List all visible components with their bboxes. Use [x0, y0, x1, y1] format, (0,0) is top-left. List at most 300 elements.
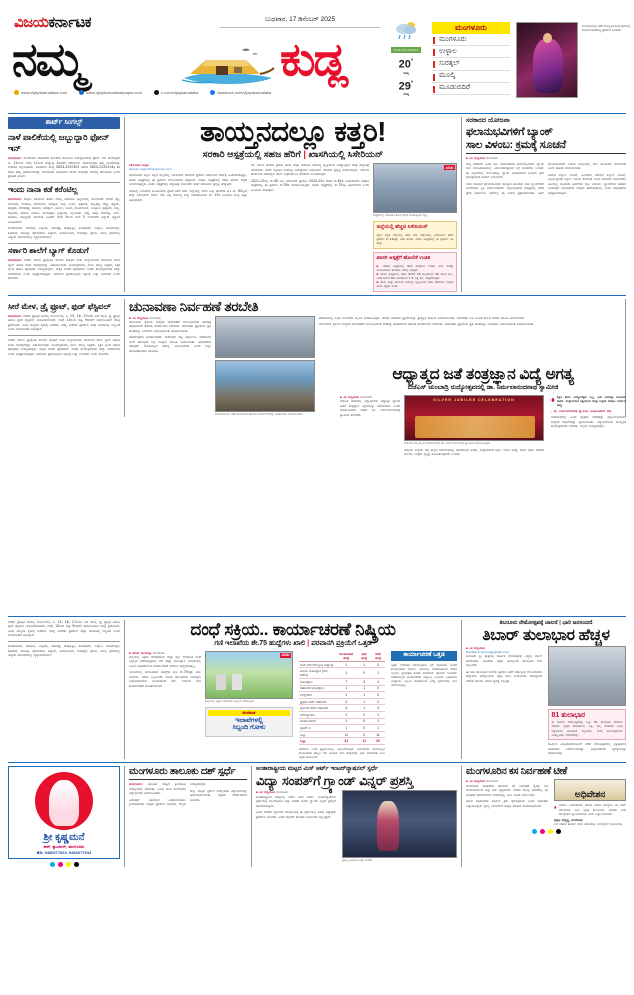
cell: 4: [335, 705, 357, 712]
spiritual-body-1: ಆಧುನಿಕ ಯುಗದಲ್ಲಿ ವಿದ್ಯಾರ್ಥಿಗಳು ಆಧ್ಯಾತ್ಮಿಕ ಜ್ಞಾನದ ಜತೆಗೆ ತಂತ್ರಜ್ಞಾನ ಶಿಕ್ಷಣವನ್ನೂ ಪಡೆಯಬೇಕು ಎಂದು ಆದಿಚುಂಚನಗಿರಿ ಮಠದ ಡಾ. ನಿರ್ಮಲಾನಂದನಾಥ ಸ್ವಾಮೀಜಿ ಹೇಳಿದರು.: [340, 399, 400, 417]
cell: 4: [371, 679, 385, 686]
spiritual-media: [404, 395, 544, 457]
pageant-photo-caption: ಪ್ರಶಸ್ತಿ ಸ್ವೀಕರಿಸಿದ ವಿದ್ಯಾ ಸಂಪತ್.: [342, 858, 374, 863]
body-copy: ನಗರದ ಸರ್ಕಾರಿ ಪ್ರಾಥಮಿಕ ಶಾಲೆಯ ಮಕ್ಕಳಿಗೆ ಸಂಘ ಸಂಸ್ಥೆಯೊಂದರ ವತಿಯಿಂದ ಶಾಲಾ ಬ್ಯಾಗ್ ಹಾಗೂ ಕಲಿಕಾ ಸಾಮಗ್ರಿಗಳನ್ನು ವಿತರಿಸಲಾಯಿತು. ಕಾರ್ಯಕ್ರಮದಲ್ಲಿ ಶಾಲಾ ಮುಖ್ಯ ಶಿಕ್ಷಕರು, ಶಿಕ್ಷಕ ವೃಂದ ಹಾಗೂ ಪೋಷಕರು ಉಪಸ್ಥಿತರಿದ್ದರು. ಮಕ್ಕಳ ಕಲಿಕೆಗೆ ಪೂರಕವಾದ ಇಂತಹ ಕಾರ್ಯಕ್ರಮಗಳು ಹೆಚ್ಚು ನಡೆಯಬೇಕು ಎಂದು ಅಭಿಪ್ರಾಯಪಟ್ಟರು. ಸಮಾಜದ ಪ್ರತಿಯೊಬ್ಬರೂ ಶಿಕ್ಷಣಕ್ಕೆ ಒತ್ತು ನೀಡಬೇಕು ಎಂದು ಹೇಳಿದರು.: [8, 258, 121, 281]
column-divider: [251, 766, 252, 867]
bullet-icon: ▪: [466, 155, 469, 160]
houseboat-icon: [180, 44, 276, 88]
cell: 0: [371, 685, 385, 692]
bullet-icon: ▪: [466, 645, 469, 650]
cell: 0: [357, 725, 371, 732]
cell: 0: [371, 661, 385, 668]
sports-story: [129, 766, 247, 867]
table-row: [299, 692, 385, 699]
cmyk-black: [74, 862, 79, 867]
row-label: ಸಹಾಯಕ ಭೂವಿಜ್ಞಾನಿ: [299, 685, 335, 692]
waste-text: [466, 779, 548, 825]
ai-badge: AI/AI: [445, 165, 454, 170]
table-header-row: [299, 651, 385, 662]
table-body: [299, 661, 385, 744]
cell: 1: [357, 705, 371, 712]
sports-body-3: ಜಿಲ್ಲಾ ಮಟ್ಟದ ಸ್ಪರ್ಧೆಗೆ ಆಯ್ಕೆಯಾದ ವಿದ್ಯಾರ್ಥಿಗಳನ್ನು ಅಭಿನಂದಿಸಲಾಯಿತು. ಶಿಕ್ಷಕರು ಮಾರ್ಗದರ್ಶನ ನೀಡಿದರು.: [190, 788, 247, 802]
column-divider: [461, 620, 462, 759]
right-story-body-1: ರಾಜ್ಯ ಸರಕಾರದ ವಿವಿಧ ಸಾಲ ಯೋಜನೆಗಳಡಿ ಫಲಾನುಭವಿಗಳಿಗೆ ಬ್ಯಾಂಕ್ ಸಾಲ ಮಂಜೂರಾತಿಯಲ್ಲಿ ವಿಳಂಬವಾಗುತ್ತಿರುವ ಬಗ್ಗೆ ದೂರುಗಳು ಬಂದಿವೆ. ಈ ಹಿನ್ನೆಲೆಯಲ್ಲಿ ಸಂಬಂಧಪಟ್ಟ ಬ್ಯಾಂಕ್ ಅಧಿಕಾರಿಗಳಿಗೆ ಕೂಡಲೇ ಕ್ರಮ ಕೈಗೊಳ್ಳುವಂತೆ ಸೂಚನೆ ನೀಡಲಾಗಿದೆ.: [466, 161, 544, 180]
mining-headline[interactable]: ದಂಧೆ ಸಕ್ರಿಯ.. ಕಾರ್ಯಾಚರಣೆ ನಿಷ್ಕ್ರಿಯ: [190, 619, 396, 639]
cell: 0: [371, 692, 385, 699]
session-box-tail: ಬಗ್ಗೆ ಸರಕಾರ ಕೂಡಲೇ ಗಮನ ಹರಿಸಬೇಕು. ಸಮಸ್ಯೆಗಳಿಗೆ ಸ್ಪಂದಿಸಬೇಕು.: [554, 821, 623, 826]
sidebar-story-4-title: ಸೀರೆ ಮೇಳ, ಡ್ರೈ ಫ್ರೂಟ್, ಫುಡ್ ಫೆಸ್ಟಿವಲ್: [8, 301, 111, 311]
dateline-place: ಮಂಗಳೂರು: [486, 779, 498, 784]
mining-subheadline: [129, 640, 457, 648]
right-column-story: [466, 117, 626, 292]
infobox-title: [208, 717, 290, 732]
temple-headline[interactable]: ತಿಬಾರ್ ತುಲಾಭಾರ ಹೆಚ್ಚಳ: [482, 626, 610, 644]
right-story-body-2: ನಾನಾ ಯೋಜನೆ ಫಲಾನುಭವಿಗಳು ಸಾಲಕ್ಕಾಗಿ ಹಲವಾರು ಬಾರಿ ಬ್ಯಾಂಕ್‌ಗಳಿಗೆ ಅಲೆದಾಡುವ ಸ್ಥಿತಿ ನಿರ್ಮಾಣವಾಗಿದೆ. ಜಿಲ್ಲಾಧಿಕಾರಿಗಳ ನೇತೃತ್ವದಲ್ಲಿ ನಡೆದ ಪ್ರಗತಿ ಪರಿಶೀಲನಾ ಸಭೆಯಲ್ಲಿ ಈ ವಿಚಾರ ಪ್ರಸ್ತಾಪವಾಯಿತು. ಅರ್ಹ ಫಲಾನುಭವಿಗಳಿಗೆ ನಿಗದಿತ ಅವಧಿಯಲ್ಲಿ ಸಾಲ ಮಂಜೂರು ಮಾಡಬೇಕು ಎಂದು ತಾಕೀತು ಮಾಡಲಾಯಿತು.: [466, 161, 626, 195]
session-box: [552, 779, 626, 825]
dateline: ಮಂಗಳೂರು:: [8, 258, 22, 263]
right-story-kicker: ಸರಕಾರದ ಯೋಜನಾ: [466, 117, 510, 124]
table-row: [299, 705, 385, 712]
table-row: [299, 661, 385, 668]
right-story-headline-line2: ಸಾಲ ವಿಳಂಬ: ಕ್ರಮಕ್ಕೆ ಸೂಚನೆ: [466, 138, 566, 151]
column-divider: [461, 117, 462, 292]
cell: 1: [335, 718, 357, 725]
cell: 3: [371, 705, 385, 712]
body-copy: ತಾಲೂಕು ಮಟ್ಟದ ಕ್ರೀಡಾಕೂಟ ಯಶಸ್ವಿಯಾಗಿ ನಡೆಯಿತು. ವಿವಿಧ ಶಾಲಾ ಕಾಲೇಜುಗಳ ವಿದ್ಯಾರ್ಥಿಗಳು ಭಾಗವಹಿಸಿದರು.: [129, 782, 186, 795]
cell: 11: [335, 731, 357, 738]
right-story-body-3: ಸಮಾಜ ಕಲ್ಯಾಣ ಇಲಾಖೆ, ಹಿಂದುಳಿದ ವರ್ಗಗಳ ಕಲ್ಯಾಣ ಇಲಾಖೆ, ಅಲ್ಪಸಂಖ್ಯಾತರ ಕಲ್ಯಾಣ ಇಲಾಖೆ ಸೇರಿದಂತೆ ವಿವಿಧ ನಿಗಮಗಳ ಯೋಜನೆಗಳ ಅಡಿಯಲ್ಲಿ ಸಾವಿರಾರು ಅರ್ಜಿಗಳು ಬಾಕಿ ಉಳಿದಿವೆ. ಬ್ಯಾಂಕ್‌ಗಳು ಸಹಕಾರ ನೀಡದಿದ್ದರೆ ಯೋಜನೆಗಳ ಉದ್ದೇಶ ಈಡೇರುವುದಿಲ್ಲ ಎಂದು ಅಧಿಕಾರಿಗಳು ಅಭಿಪ್ರಾಯಪಟ್ಟರು.: [548, 172, 626, 195]
total-cell: 11: [357, 738, 371, 745]
total-cell: 20: [371, 738, 385, 745]
row-label: ಗ್ರೂಪ್ ಡಿ: [299, 725, 335, 732]
lead-headline[interactable]: ತಾಯ್ತನದಲ್ಲೂ ಕತ್ತರಿ!: [200, 116, 386, 147]
dateline-place: ಮಂಗಳೂರು: [276, 790, 288, 795]
edition-title-namma: ನಮ್ಮ: [12, 33, 84, 85]
globe-icon: [14, 90, 19, 95]
lead-info-box-2-item-1: [377, 264, 454, 272]
mid-left-text: [129, 316, 211, 417]
weather-low-label: ಕನಿಷ್ಠ: [403, 70, 409, 75]
krishna-mane-ad[interactable]: [8, 766, 120, 859]
cell: 1: [371, 725, 385, 732]
spiritual-subheadline: ಬಿಜೆಎಸ್ ಚುಂಬಾದ್ರಿ ರುದ್ಯೋತ್ಸವದಲ್ಲಿ ಡಾ. ನಿರ್ಮಲಾನಂದನಾಥ ಸ್ವಾಮೀಜಿ: [407, 384, 559, 391]
operation-pressure-box: [389, 651, 457, 759]
body-copy: ನಗರದ ಪ್ರತಿಷ್ಠಿತ ವಾಣಿಜ್ಯ ಸಂಕೀರ್ಣದಲ್ಲಿ ಡಿ. 15, 16, 17ರಂದು ಸೀರೆ ಮೇಳ, ಡ್ರೈ ಫ್ರೂಟ್ಸ್ ಹಾಗೂ ಫುಡ್ ಫೆಸ್ಟಿವಲ್ ಆಯೋಜಿಸಲಾಗಿದೆ. ಬೆಳಗ್ಗೆ 10ರಿಂದ ರಾತ್ರಿ 9ರವರೆಗೆ ಸಾರ್ವಜನಿಕರಿಗೆ ಮುಕ್ತ ಪ್ರವೇಶವಿದೆ. ವಿವಿಧ ರಾಜ್ಯಗಳ ಕೈಮಗ್ಗ ಸೀರೆಗಳು, ರೇಷ್ಮೆ ಸೀರೆಗಳು ಪ್ರದರ್ಶನ ಮತ್ತು ಮಾರಾಟಕ್ಕೆ ಲಭ್ಯವಿದೆ ಎಂದು ಆಯೋಜಕರು ತಿಳಿಸಿದ್ದಾರೆ.: [8, 313, 120, 332]
cell: 1: [371, 718, 385, 725]
lead-text-block-2: [251, 163, 369, 292]
dateline: ಮಂಗಳೂರು:: [8, 313, 22, 318]
cell: 1: [357, 661, 371, 668]
mid-story-spiritual: [340, 366, 626, 457]
lead-subheadline-a: ಸರಕಾರಿ ಆಸ್ಪತ್ರೆಯಲ್ಲಿ ಸಹಜ ಹೆರಿಗೆ: [202, 149, 301, 159]
lead-body-1: ಮಂಗಳೂರು: ದಕ್ಷಿಣ ಕನ್ನಡ ಜಿಲ್ಲೆಯಲ್ಲಿ ಸಿಸೇರಿಯನ್ ಹೆರಿಗೆಗಳ ಪ್ರಮಾಣ ವರ್ಷದಿಂದ ವರ್ಷಕ್ಕೆ ಏರಿಕೆಯಾಗುತ್ತಿದ್ದು, ಖಾಸಗಿ ಆಸ್ಪತ್ರೆಗಳಲ್ಲಿ ಈ ಪ್ರಮಾಣ ಗಣನೀಯವಾಗಿ ಹೆಚ್ಚಾಗಿದೆ. ಸರಕಾರಿ ಆಸ್ಪತ್ರೆಗಳಲ್ಲಿ ಸಹಜ ಹೆರಿಗೆಗೆ ಆದ್ಯತೆ ನೀಡಲಾಗುತ್ತಿದ್ದರೆ, ಖಾಸಗಿ ಆಸ್ಪತ್ರೆಗಳಲ್ಲಿ ಶಸ್ತ್ರಚಿಕಿತ್ಸೆ ಮೂಲಕವೇ ಹೆರಿಗೆ ಮಾಡಿಸುವ ಪ್ರವೃತ್ತಿ ಹೆಚ್ಚುತ್ತಿದೆ.: [129, 173, 247, 187]
cloud-rain-icon: [393, 20, 419, 40]
temple-story: [466, 620, 626, 759]
ad-title: ಶ್ರೀ ಕೃಷ್ಣಮನೆ: [43, 832, 85, 844]
social-link-label: www.vijayakarnataka.com: [21, 90, 68, 95]
masthead: [8, 6, 631, 114]
body-copy: ಮಂಗಳೂರು ಮಹಾನಗರ ಪಾಲಿಕೆಯ ವತಿಯಿಂದ ಜವಾಬ್ದಾರಿಯುತ ಫೋನ್ ಇನ್ ಕಾರ್ಯಕ್ರಮ ಡಿ. 11ರಂದು ಬೆಳಗ್ಗೆ 11ರಿಂದ ಮಧ್ಯಾಹ್ನ 1ರವರೆಗೆ ನಡೆಯಲಿದೆ. ಸಾರ್ವಜನಿಕರು ತಮ್ಮ ದೂರುಗಳನ್ನು ನೇರವಾಗಿ ಸಲ್ಲಿಸಬಹುದು. ದೂರವಾಣಿ ಸಂಖ್ಯೆ 0824-2220301 ಹಾಗೂ 0824-2220314ಕ್ಕೆ ಕರೆ ಮಾಡಿ ತಮ್ಮ ಅಹವಾಲುಗಳನ್ನು ಮಂಗಳೂರು ಮಹಾನಗರ ಪಾಲಿಕೆ ಆಯುಕ್ತರ ಗಮನಕ್ಕೆ ತರಬಹುದು ಎಂದು ಪ್ರಕಟಣೆ ತಿಳಿಸಿದೆ.: [8, 156, 120, 178]
temple-media: [546, 646, 626, 756]
mid-left-body-2: ಮತಯಂತ್ರಗಳ ಕಾರ್ಯಾಚರಣೆ, ಮತದಾರರ ಪಟ್ಟಿ ಪರಿಶೀಲನೆ, ಮತದಾನದ ದಿನದ ಕರ್ತವ್ಯಗಳ ಬಗ್ಗೆ ಸವಿಸ್ತಾರ ಮಾಹಿತಿ ನೀಡಲಾಯಿತು. ಅಧಿಕಾರಿಗಳು ಯಾವುದೇ ಲೋಪವಿಲ್ಲದೆ ಕರ್ತವ್ಯ ನಿರ್ವಹಿಸಬೇಕು ಎಂದು ಜಿಲ್ಲಾ ಚುನಾವಣಾಧಿಕಾರಿ ತಿಳಿಸಿದರು.: [129, 335, 211, 353]
row-label: ಉಪ ನಿರ್ದೇಶಕ (ಭೂ ವಿಜ್ಞಾನ): [300, 662, 334, 667]
temple-festival-photo: [548, 646, 626, 706]
author-name: ವೃಷಭ ಮಧ್ಯಸ್ಥ,: [554, 817, 570, 822]
item-text: ತಾಯಿ ಮತ್ತು ಮಗುವಿನ ಆರೋಗ್ಯ ದೃಷ್ಟಿಯಿಂದ ಸಹಜ ಹೆರಿಗೆಯೇ ಉತ್ತಮ ಎಂದು ವೈದ್ಯರ ಸಲಹೆ.: [376, 279, 454, 289]
row-label: ಭೂವಿಜ್ಞಾನಿ: [299, 679, 335, 686]
column-divider: [124, 117, 125, 292]
lead-byline: stevan.rego: [129, 163, 150, 167]
bullet-icon: ▪: [340, 395, 343, 399]
dateline: ಮಂಗಳೂರು:: [8, 197, 22, 202]
city-item-mangaluru[interactable]: ಮಂಗಳೂರು: [432, 34, 510, 46]
cmyk-magenta: [540, 829, 545, 834]
infobox-badge: ಅಂಕಿಅಂಶ: [208, 710, 290, 716]
body-copy: ಮೆಸ್ಕಾಂ ವತಿಯಿಂದ ತುರ್ತು ದುರಸ್ತಿ ಕಾಮಗಾರಿ ಹಿನ್ನೆಲೆಯಲ್ಲಿ ಮಂಗಳೂರು ನಗರದ ಕದ್ರಿ, ಬೆಂದೂರು, ಕಂಕನಾಡಿ, ಪಂಪ್‌ವೆಲ್, ಕೊಟ್ಟಾರ, ಬಿಜೈ, ಉರ್ವ, ಅತ್ತಾವರ, ಮಲ್ಲಿಕಟ್ಟೆ, ಜೆಪ್ಪು, ಫಳ್ನೀರ್, ಕಾವೂರು, ದೇರಳಕಟ್ಟೆ, ಕುಳಾಯಿ, ಸುರತ್ಕಲ್, ಕಟೀಲು, ಬಜಪೆ, ಮೂಡುಬಿದಿರೆ, ಬಂಟ್ವಾಳ, ಪುತ್ತೂರು, ಸುಳ್ಯ, ಬೆಳ್ತಂಗಡಿ, ಕಾರ್ಕಳ, ಉಡುಪಿ, ಕುಂದಾಪುರ, ಬ್ರಹ್ಮಾವರ, ಬೈಂದೂರು, ಹೆಬ್ರಿ, ಕಾಪು, ಪಡುಬಿದ್ರಿ, ಶಿರ್ವ, ಕಟಪಾಡಿ, ಸಾಲಿಗ್ರಾಮ ಸೇರಿದಂತೆ ವಿವಿಧೆಡೆ ಬೆಳಗ್ಗೆ 9ರಿಂದ ಸಂಜೆ 5 ಗಂಟೆವರೆಗೆ ವಿದ್ಯುತ್ ವ್ಯತ್ಯಯ ಉಂಟಾಗಲಿದೆ.: [8, 197, 121, 224]
pageant-body-2: ವಿವಿಧ ದೇಶಗಳ ಸ್ಪರ್ಧಿಗಳು ಪಾಲ್ಗೊಂಡಿದ್ದ ಈ ಸ್ಪರ್ಧೆಯಲ್ಲಿ ಅವರು ಅತ್ಯುತ್ತಮ ಪ್ರದರ್ಶನ ನೀಡಿದರು. ಅವರ ಸಾಧನೆಗೆ ಹಲವರು ಅಭಿನಂದನೆ ಸಲ್ಲಿಸಿದ್ದಾರೆ.: [256, 810, 336, 819]
cell: 1: [371, 711, 385, 718]
social-link-epaper[interactable]: [79, 90, 142, 95]
right-story-headline-line1: ಫಲಾನುಭವಿಗಳಿಗೆ ಬ್ಯಾಂಕ್: [466, 126, 553, 138]
sidebar-story-4-body: [8, 314, 120, 332]
session-box-body: ಬೆಳಗಾವಿ ಅಧಿವೇಶನದಲ್ಲಿ ಕರಾವಳಿ ಭಾಗದ ಸಮಸ್ಯೆಗಳ ಬಗ್ಗೆ ಚರ್ಚೆ ನಡೆಯಬೇಕು ಎಂಬ ಆಗ್ರಹ ಕೇಳಿಬಂದಿದೆ. ಶಾಸಕರು ಜನರ ಸಮಸ್ಯೆಗಳಿಗೆ ಧ್ವನಿಯಾಗಬೇಕು ಎಂದು ಒತ್ತಾಯಿಸಲಾಗಿದೆ.: [558, 803, 626, 816]
mid-left-media: [215, 316, 315, 417]
dateline: ವಿಕ ಸುದ್ದಿಲೋಕ: [469, 155, 485, 160]
bottom-ad-column: [8, 766, 120, 867]
dateline: ಮಂಗಳೂರು:: [8, 156, 22, 160]
cell: 1: [335, 685, 357, 692]
cell: 1: [357, 698, 371, 705]
dateline-place: ಮಂಗಳೂರು: [152, 650, 165, 655]
degree-symbol: °: [410, 59, 414, 65]
cmyk-yellow: [66, 862, 71, 867]
twitter-icon: [154, 90, 159, 95]
cell: 1: [335, 725, 357, 732]
mid-left-body-4: ಮುಂಬರುವ ಸ್ಥಳೀಯ ಸಂಸ್ಥೆಗಳ ಚುನಾವಣೆಗೆ ಸಂಬಂಧಿಸಿದಂತೆ ಮತಗಟ್ಟೆ ಅಧಿಕಾರಿಗಳಿಗೆ ತರಬೇತಿ ಕಾರ್ಯಾಗಾರ ನಡೆಯಿತು. ಚುನಾವಣಾ ಪ್ರಕ್ರಿಯೆಯ ಪ್ರತಿ ಹಂತವನ್ನೂ ನಿಖರವಾಗಿ ನಿರ್ವಹಿಸುವಂತೆ ಸೂಚಿಸಲಾಯಿತು.: [319, 322, 535, 327]
temple-infobox-header: 81 ತುಲಾಭಾರ: [551, 712, 586, 720]
spiritual-body-3: ಸಮಾರಂಭದಲ್ಲಿ ವಿವಿಧ ಕ್ಷೇತ್ರಗಳ ಸಾಧಕರನ್ನು ಸನ್ಮಾನಿಸಲಾಯಿತು. ಸಂಸ್ಥೆಯ ಸಾಧನೆಗಳನ್ನು ಸ್ಮರಿಸಲಾಯಿತು. ವಿದ್ಯಾರ್ಥಿಗಳಿಂದ ಸಾಂಸ್ಕೃತಿಕ ಕಾರ್ಯಕ್ರಮಗಳು ನಡೆದವು. ಗಣ್ಯರು ಉಪಸ್ಥಿತರಿದ್ದರು.: [551, 415, 626, 429]
spiritual-text-1: [340, 395, 400, 457]
separator: |: [303, 149, 306, 159]
table-row: [299, 718, 385, 725]
column-divider: [124, 766, 125, 867]
operation-box-header: ಕಾರ್ಯಾಚರಣೆ ಒತ್ತಡ: [391, 651, 457, 661]
lead-body-2: ಆರೋಗ್ಯ ಇಲಾಖೆಯ ಅಂಕಿಅಂಶಗಳ ಪ್ರಕಾರ ಕಳೆದ ವರ್ಷ ಜಿಲ್ಲೆಯಲ್ಲಿ ನಡೆದ ಒಟ್ಟು ಹೆರಿಗೆಗಳ ಪೈಕಿ ಶೇ. 60ಕ್ಕಿಂತ ಹೆಚ್ಚು ಸಿಸೇರಿಯನ್ ಆಗಿವೆ. ಇದು ವಿಶ್ವ ಆರೋಗ್ಯ ಸಂಸ್ಥೆ ನಿಗದಿಪಡಿಸಿರುವ ಶೇ. 15ರ ಮಿತಿಗಿಂತ ನಾಲ್ಕು ಪಟ್ಟು ಅಧಿಕವಾಗಿದೆ.: [129, 188, 247, 202]
weather-high-value: 29: [398, 80, 411, 93]
stage-banner-text: SILVER JUBILEE CELEBRATION: [433, 398, 515, 402]
divider: [129, 779, 247, 780]
lead-byline-mail: stevan.rego.timesgroup.com: [129, 167, 172, 172]
table-row: [299, 725, 385, 732]
bullet-icon: ▪: [256, 790, 259, 795]
lead-media-block: [373, 163, 457, 292]
weather-low-temp: [386, 57, 426, 71]
row-label: ದ್ವಿತೀಯ ದರ್ಜೆ ಸಹಾಯಕ: [299, 705, 335, 712]
temple-infobox-body: ಈ ಬಾರಿಯ ನೇಮೋತ್ಸವದಲ್ಲಿ ಒಟ್ಟು 81 ತುಲಾಭಾರ ಸೇವೆಗಳು ನಡೆದಿವೆ. ಭಕ್ತರು ತೆಂಗಿನಕಾಯಿ, ಅಕ್ಕಿ, ಬೆಲ್ಲ ಸೇರಿದಂತೆ ವಿವಿಧ ವಸ್ತುಗಳಿಂದ ತುಲಾಭಾರ ಸಲ್ಲಿಸಿದರು. ಸೇವಾ ಕಾರ್ಯಕ್ರಮಗಳು ಯಶಸ್ವಿಯಾಗಿ ನೆರವೇರಿದವು.: [551, 720, 623, 737]
pageant-story: [256, 766, 457, 867]
weather-high-temp: [386, 79, 426, 93]
total-cell: 31: [335, 738, 357, 745]
city-item-moodabidri[interactable]: ಮೂಡುಬಿದಿರೆ: [432, 83, 510, 95]
mid-left-photo-caption: ಮಂಗಳೂರಿನಲ್ಲಿ ನಡೆದ ಚುನಾವಣಾ ತರಬೇತಿ ಕಾರ್ಯಾಗಾರದಲ್ಲಿ ಅಧಿಕಾರಿಗಳು ಭಾಗವಹಿಸಿದರು.: [215, 411, 304, 416]
lead-body-4: 2021-22ರಲ್ಲಿ ಶೇ.48 ಇದ್ದ ಸಿಸೇರಿಯನ್ ಪ್ರಮಾಣ 2024-25ರ ವೇಳೆಗೆ ಶೇ.62ಕ್ಕೆ ಏರಿಕೆಯಾಗಿದೆ. ಸರಕಾರಿ ಆಸ್ಪತ್ರೆಗಳಲ್ಲಿ ಈ ಪ್ರಮಾಣ ಶೇ.30ರ ಆಸುಪಾಸಿನಲ್ಲಿದ್ದರೆ, ಖಾಸಗಿ ಆಸ್ಪತ್ರೆಗಳಲ್ಲಿ ಶೇ.75ಕ್ಕೂ ಅಧಿಕವಾಗಿದೆ ಎಂದು ಅಂಕಿಅಂಶ ಹೇಳುತ್ತದೆ.: [251, 178, 369, 192]
temple-body-2: ಈ ಬಾರಿ ತುಲಾಭಾರ ಸೇವೆಯ ಪ್ರಮಾಣ ಕಳೆದ ವರ್ಷಕ್ಕಿಂತ ಗಣನೀಯವಾಗಿ ಹೆಚ್ಚಾಗಿದೆ. ಬೆಳಗ್ಗಿನಿಂದಲೇ ಭಕ್ತರ ಸಾಲು ಕಂಡುಬಂತು. ದೇವಸ್ಥಾನದ ಆಡಳಿತ ಮಂಡಳಿ ವಿಶೇಷ ವ್ಯವಸ್ಥೆ ಕಲ್ಪಿಸಿತ್ತು.: [466, 669, 542, 683]
sidebar-story-1-headline[interactable]: ನಾಳೆ ಪಾಲಿಕೆಯಲ್ಲಿ ಜಬ್ಬುದ್ದಾರಿ ಫೋನ್ ಇನ್: [8, 132, 110, 153]
lead-info-box-body: ದಕ್ಷಿಣ ಕನ್ನಡ ಜಿಲ್ಲೆಯಲ್ಲಿ ಕಳೆದ ಐದು ವರ್ಷಗಳಲ್ಲಿ ಸಿಸೇರಿಯನ್ ಹೆರಿಗೆ ಪ್ರಮಾಣ ಶೇ.14ರಷ್ಟು ಏರಿಕೆ ಕಂಡಿದೆ. ಖಾಸಗಿ ಆಸ್ಪತ್ರೆಗಳಲ್ಲಿ ಈ ಪ್ರಮಾಣ ಅತಿ ಹೆಚ್ಚು.: [376, 232, 454, 245]
right-story-headline[interactable]: [466, 126, 626, 151]
sidebar-story-4-headline[interactable]: [8, 302, 120, 312]
divider: [466, 153, 626, 154]
column-divider: [124, 620, 125, 759]
mid-left-body-3: ತರಬೇತಿಯಲ್ಲಿ ವಿವಿಧ ಇಲಾಖೆಗಳ ಸಿಬ್ಬಂದಿ ಭಾಗವಹಿಸಿದ್ದರು. ಮಾದರಿ ಮತದಾನ ಪ್ರಕ್ರಿಯೆಯನ್ನು ಪ್ರಾತ್ಯಕ್ಷಿಕೆ ಮೂಲಕ ವಿವರಿಸಲಾಯಿತು. ಚುನಾವಣಾ ನೀತಿ ಸಂಹಿತೆ ಪಾಲನೆ ಕುರಿತು ಮಾಹಿತಿ ನೀಡಲಾಯಿತು.: [319, 315, 525, 320]
lead-info-box-header: ಜಿಲ್ಲೆಯಲ್ಲಿ ಹೆಚ್ಚಿದ ಸಿಸೇರಿಯನ್: [376, 224, 428, 231]
social-link-twitter[interactable]: [154, 90, 198, 95]
bullet-icon: ▪: [129, 315, 132, 320]
publisher-logo: [14, 14, 91, 31]
issue-date: ಬುಧವಾರ, 17 ಡಿಸೆಂಬರ್ 2025: [220, 16, 380, 28]
globe-icon: [79, 90, 84, 95]
temple-text: [466, 646, 542, 756]
cell: 1: [335, 668, 357, 679]
dateline: ವಿಕ ಸುದ್ದಿಲೋಕ: [259, 790, 275, 795]
lead-info-box-2-item-3: [377, 280, 454, 288]
weather-condition: ಮೋಡ ಕವಿದ ವಾತಾವರಣ: [391, 47, 421, 53]
divider: [8, 335, 120, 336]
city-list-header: ಮಂಗಳೂರು: [432, 22, 510, 34]
divider: [8, 182, 120, 183]
item-text: ಖಾಸಗಿ ಆಸ್ಪತ್ರೆಯಲ್ಲಿ ಸಹಜ ಹೆರಿಗೆಗೆ 25 ಸಾವಿರದಿಂದ 40 ಸಾವಿರ ರೂ., ಸಿಸೇರಿಯನ್‌ಗೆ 60 ಸಾವಿರದಿಂದ 1.5 ಲಕ್ಷ ರೂ. ವೆಚ್ಚವಾಗುತ್ತದೆ.: [376, 271, 454, 280]
author-place: ಮಂಗಳೂರು: [571, 817, 584, 822]
cell: 1: [335, 711, 357, 718]
krishna-flute-logo: [35, 772, 93, 830]
mining-media: [205, 651, 293, 759]
dateline-place: ಮಂಗಳೂರು: [149, 315, 161, 320]
column-divider: [124, 299, 125, 417]
bullet-icon: ▪: [376, 271, 379, 276]
short-singles-banner: ಶಾರ್ಟ್ ಸಿಂಗಲ್ಸ್: [8, 117, 120, 129]
col-sanctioned: ಮಂಜೂರಾದ ಹುದ್ದೆ: [335, 651, 357, 662]
weather-widget: [386, 20, 426, 96]
weather-low-value: 20: [398, 58, 411, 71]
spiritual-quote-author: - ಡಾ. ನಿರ್ಮಲಾನಂದನಾಥ ಸ್ವಾಮೀಜಿ, ಆದಿಚುಂಚನಗಿರಿ ಮಠ: [551, 409, 612, 414]
edition-city-list: [432, 22, 510, 95]
cell: 2: [371, 698, 385, 705]
dateline: ವಿಕ ಸುದ್ದಿಲೋಕ: [469, 779, 485, 784]
cell: 0: [357, 711, 371, 718]
cmyk-registration-marks-right: [466, 829, 626, 834]
row-one: [8, 117, 626, 292]
operation-box-body: ಅಕ್ರಮ ಗಣಿಗಾರಿಕೆ ನಡೆಯುತ್ತಿರುವ ಬಗ್ಗೆ ದೂರುಗಳು ಬಂದರೆ ಕಾರ್ಯಾಚರಣೆ ನಡೆಸಲು, ದಾಳಿಯಲ್ಲಿ ವಶಪಡಿಸಿಕೊಂಡ ವಾಹನ ನಿಲ್ಲಿಸಲು ಸ್ಥಳಾವಕಾಶ ಕೊರತೆ ಎದುರಾಗಿದೆ. ಪೊಲೀಸ್ ಇಲಾಖೆಯ ಸಹಕಾರವಿಲ್ಲದೆ ಕಾರ್ಯಾಚರಣೆ ಸಾಧ್ಯವಿಲ್ಲ ಎಂಬುದು ಅಧಿಕಾರಿಗಳ ಅಭಿಪ್ರಾಯ. ಸಿಬ್ಬಂದಿ ಕೊರತೆಯಿಂದ ಅಗತ್ಯ ಪ್ರಮಾಣದಲ್ಲಿ ದಾಳಿ ನಡೆಸಲಾಗುತ್ತಿಲ್ಲ.: [391, 662, 457, 688]
dancer-photo-caption: ಮಂಗಳೂರಿನಲ್ಲಿ ನಡೆದ ಸಾಂಸ್ಕೃತಿಕ ಕಾರ್ಯಕ್ರಮದಲ್ಲಿ ಕಲಾವಿದೆ ಭರತನಾಟ್ಯ ಪ್ರದರ್ಶನ ನೀಡಿದರು.: [582, 24, 631, 33]
section-divider: [8, 616, 626, 617]
mining-subheadline-a: ಗಣಿ ಇಲಾಖೆಯ ಶೇ.75 ಹುದ್ದೆಗಳು ಖಾಲಿ: [214, 639, 306, 647]
table-row: [299, 698, 385, 705]
waste-story: [466, 766, 626, 867]
sidebar-filler-body: ನಗರದ ಸರ್ಕಾರಿ ಪ್ರಾಥಮಿಕ ಶಾಲೆಯ ಮಕ್ಕಳಿಗೆ ಸಂಘ ಸಂಸ್ಥೆಯೊಂದರ ವತಿಯಿಂದ ಶಾಲಾ ಬ್ಯಾಗ್ ಹಾಗೂ ಕಲಿಕಾ ಸಾಮಗ್ರಿಗಳನ್ನು ವಿತರಿಸಲಾಯಿತು. ಕಾರ್ಯಕ್ರಮದಲ್ಲಿ ಶಾಲಾ ಮುಖ್ಯ ಶಿಕ್ಷಕರು, ಶಿಕ್ಷಕ ವೃಂದ ಹಾಗೂ ಪೋಷಕರು ಉಪಸ್ಥಿತರಿದ್ದರು. ಮಕ್ಕಳ ಕಲಿಕೆಗೆ ಪೂರಕವಾದ ಇಂತಹ ಕಾರ್ಯಕ್ರಮಗಳು ಹೆಚ್ಚು ನಡೆಯಬೇಕು ಎಂದು ಅಭಿಪ್ರಾಯಪಟ್ಟರು. ಸಮಾಜದ ಪ್ರತಿಯೊಬ್ಬರೂ ಶಿಕ್ಷಣಕ್ಕೆ ಒತ್ತು ನೀಡಬೇಕು ಎಂದು ಹೇಳಿದರು.: [8, 338, 120, 356]
sports-body-1: [129, 782, 186, 796]
cell: 0: [357, 668, 371, 679]
sidebar-story-2-headline[interactable]: ಇಂದು ನಾನಾ ಕಡೆ ಕರೆಂಟಿಲ್ಲ: [8, 185, 78, 195]
cmyk-cyan: [50, 862, 55, 867]
sidebar-row3-body: ನಗರದ ಪ್ರತಿಷ್ಠಿತ ವಾಣಿಜ್ಯ ಸಂಕೀರ್ಣದಲ್ಲಿ ಡಿ. 15, 16, 17ರಂದು ಸೀರೆ ಮೇಳ, ಡ್ರೈ ಫ್ರೂಟ್ಸ್ ಹಾಗೂ ಫುಡ್ ಫೆಸ್ಟಿವಲ್ ಆಯೋಜಿಸಲಾಗಿದೆ. ಬೆಳಗ್ಗೆ 10ರಿಂದ ರಾತ್ರಿ 9ರವರೆಗೆ ಸಾರ್ವಜನಿಕರಿಗೆ ಮುಕ್ತ ಪ್ರವೇಶವಿದೆ. ವಿವಿಧ ರಾಜ್ಯಗಳ ಕೈಮಗ್ಗ ಸೀರೆಗಳು, ರೇಷ್ಮೆ ಸೀರೆಗಳು ಪ್ರದರ್ಶನ ಮತ್ತು ಮಾರಾಟಕ್ಕೆ ಲಭ್ಯವಿದೆ ಎಂದು ಆಯೋಜಕರು ತಿಳಿಸಿದ್ದಾರೆ.: [8, 619, 120, 638]
social-links: [14, 90, 434, 95]
bullet-icon: ▪: [129, 650, 132, 655]
cell: 1: [335, 692, 357, 699]
dateline: ವಿಕ ಸುದ್ದಿಲೋಕ: [469, 645, 485, 650]
sidebar-row3-body-2: ಪಂಜಿಮೊಗರು, ಮರೋಳಿ, ಎಕ್ಕೂರು, ಜೋಕಟ್ಟೆ, ತೊಕ್ಕೊಟ್ಟು, ಕೋಟೆಕಾರ್, ಉಳ್ಳಾಲ, ಸೋಮೇಶ್ವರ, ಕೊಣಾಜೆ, ಮುಡಿಪು, ಫರಂಗಿಪೇಟೆ, ಅಡ್ಯಾರ್, ವಾಮಂಜೂರು, ಗುರುಪುರ, ಕೈಕಂಬ, ಮುಲ್ಕಿ ಭಾಗಗಳಲ್ಲಿ ವಿದ್ಯುತ್ ಸರಬರಾಜಿನಲ್ಲಿ ವ್ಯತ್ಯಯವಾಗಲಿದೆ.: [8, 644, 120, 658]
table-row: [299, 668, 385, 679]
row-three: [8, 620, 626, 759]
row-label: ಶಿರಸ್ತೇದಾರ: [299, 692, 335, 699]
silver-jubilee-stage-photo: [404, 395, 544, 441]
cell: 1: [357, 685, 371, 692]
social-link-facebook[interactable]: [210, 90, 271, 95]
lead-subheadline: [129, 149, 457, 160]
stage-people-row: [415, 416, 535, 438]
pageant-kicker: ಅಂತಾರಾಷ್ಟ್ರೀಯ ಮಟ್ಟದ ಮಿಸ್ ಆರ್ಟ್ ಇಂಟರ್‌ನ್ಯಾಷನಲ್ ಸ್ಪರ್ಧೆ: [256, 766, 379, 773]
lead-story: [129, 117, 457, 292]
spiritual-headline[interactable]: ಆಧ್ಯಾತ್ಮದ ಜತೆ ತಂತ್ರಜ್ಞಾನ ವಿದ್ಯೆ ಅಗತ್ಯ: [392, 366, 574, 383]
facebook-icon: [210, 90, 215, 95]
mining-body-3: ಪರವಾನಗಿ ನೀಡಿಕೆ ಪ್ರಕ್ರಿಯೆಯಲ್ಲೂ ವಿಳಂಬವಾಗುತ್ತಿದೆ. ಅರ್ಜಿದಾರರು ತಿಂಗಳುಗಟ್ಟಲೆ ಕಾಯಬೇಕಾದ ಪರಿಸ್ಥಿತಿ ಇದೆ. ಕೂಡಲೇ ಖಾಲಿ ಹುದ್ದೆಗಳನ್ನು ಭರ್ತಿ ಮಾಡಬೇಕು ಎಂಬ ಆಗ್ರಹ ಕೇಳಿಬಂದಿದೆ.: [299, 746, 385, 760]
cmyk-registration-marks: [8, 862, 120, 867]
cell: 1: [357, 692, 371, 699]
mining-story: [129, 620, 457, 759]
mining-text-1: [129, 651, 201, 759]
column-divider: [461, 766, 462, 867]
item-text: ಸರಕಾರಿ ಆಸ್ಪತ್ರೆಯಲ್ಲಿ ಹೆರಿಗೆ ಸಂಪೂರ್ಣ ಉಚಿತ. ಜನನಿ ಸುರಕ್ಷಾ ಯೋಜನೆಯಡಿ ಹಣಕಾಸು ನೆರವು ಸಿಗುತ್ತದೆ.: [376, 263, 454, 272]
krishna-figure: [49, 780, 79, 826]
separator: |: [307, 639, 310, 647]
left-sidebar-lower: [8, 299, 120, 417]
table-total-row: [299, 738, 385, 745]
table-row: [299, 711, 385, 718]
lead-photo-caption: ಆಸ್ಪತ್ರೆಯಲ್ಲಿ ನವಜಾತ ಶಿಶುಗಳ ಆರೈಕೆ ಮಾಡುತ್ತಿರುವ ದೃಶ್ಯ.: [373, 213, 428, 217]
dateline-place: ಮಂಗಳೂರು: [486, 155, 498, 160]
hospital-ward-photo: [373, 163, 457, 213]
staffing-table: [299, 651, 385, 745]
pageant-body-1: ಅಂತಾರಾಷ್ಟ್ರೀಯ ಮಟ್ಟದಲ್ಲಿ ನಡೆದ ಮಿಸ್ ಆರ್ಟ್ ಇಂಟರ್‌ನ್ಯಾಷನಲ್ ಸ್ಪರ್ಧೆಯಲ್ಲಿ ಮಂಗಳೂರಿನ ವಿದ್ಯಾ ಸಂಪತ್ ಅವರು ಗ್ರ್ಯಾಂಡ್ ವಿನ್ನರ್ ಪ್ರಶಸ್ತಿಗೆ ಭಾಜನರಾಗಿದ್ದಾರೆ.: [256, 794, 336, 808]
flame-icon: [554, 803, 557, 812]
cmyk-magenta: [58, 862, 63, 867]
mining-body-2: ಇಲಾಖೆಯಲ್ಲಿ ಮಂಜೂರಾದ ಹುದ್ದೆಗಳ ಪೈಕಿ ಶೇ.75ರಷ್ಟು ಖಾಲಿ ಉಳಿದಿವೆ. ಇರುವ ಸಿಬ್ಬಂದಿಯೇ ಹಲವು ತಾಲೂಕುಗಳ ಜವಾಬ್ದಾರಿ ನಿಭಾಯಿಸಬೇಕಾದ ಅನಿವಾರ್ಯತೆ ಇದೆ. ಇದರಿಂದ ದಾಳಿ ಕಾರ್ಯಾಚರಣೆ ಕುಂಠಿತಗೊಂಡಿದೆ.: [129, 670, 201, 688]
section-divider: [8, 762, 626, 763]
cell: 3: [357, 679, 371, 686]
city-item-surathkal[interactable]: ಸುರತ್ಕಲ್: [432, 58, 510, 70]
bullet-icon: ▪: [376, 263, 381, 268]
lead-body-3: ಡಾ. ಆನಂದ ಹೇಳುವ ಪ್ರಕಾರ, ತಾಯಿ ಮತ್ತು ಮಗುವಿನ ಆರೋಗ್ಯ ದೃಷ್ಟಿಯಿಂದ ಅಗತ್ಯವಿದ್ದಾಗ ಮಾತ್ರ ಶಸ್ತ್ರಚಿಕಿತ್ಸೆ ಮಾಡಬೇಕು. ಆದರೆ ಇತ್ತೀಚಿನ ದಿನಗಳಲ್ಲಿ ಅನಗತ್ಯವಾಗಿ ಸಿಸೇರಿಯನ್ ಮಾಡುವ ಪ್ರವೃತ್ತಿ ಕಂಡುಬರುತ್ತಿದೆ. ಇದರಿಂದ ತಾಯಂದಿರ ಆರೋಗ್ಯದ ಮೇಲೆ ದೀರ್ಘಕಾಲೀನ ಪರಿಣಾಮ ಉಂಟಾಗುತ್ತದೆ.: [251, 163, 369, 176]
table-row: [299, 679, 385, 686]
social-link-website[interactable]: [14, 90, 67, 95]
divider: [8, 641, 120, 642]
lead-text-block: [129, 163, 247, 292]
winner-figure: [377, 801, 399, 851]
dateline: ವಿಕ ಸುದ್ದಿಲೋಕ: [343, 395, 359, 399]
election-training-photo: [215, 316, 315, 358]
cell: 0: [357, 718, 371, 725]
mid-left-headline[interactable]: ಚುನಾವಣಾ ನಿರ್ವಹಣೆ ತರಬೇತಿ: [129, 298, 259, 314]
spiritual-body-2: ಬಿಜೆಎಸ್ ಸಂಸ್ಥೆಯ ಬೆಳ್ಳಿ ಹಬ್ಬದ ಸಮಾರಂಭದಲ್ಲಿ ಮಾತನಾಡಿದ ಅವರು, ಸಂಸ್ಕಾರಯುತ ಶಿಕ್ಷಣ ಇಂದಿನ ಅಗತ್ಯ. ಕೇವಲ ಪದವಿ ಪಡೆದರೆ ಸಾಲದು, ಉತ್ತಮ ವ್ಯಕ್ತಿತ್ವ ರೂಪಿಸಿಕೊಳ್ಳಬೇಕು ಎಂದರು.: [404, 447, 544, 457]
flame-icon: [551, 395, 555, 405]
sidebar-story-2-body: [8, 197, 120, 224]
lead-subheadline-b: ಖಾಸಗಿಯಲ್ಲಿ ಸಿಸೇರಿಯನ್: [308, 149, 384, 159]
cmyk-black: [556, 829, 561, 834]
sports-headline[interactable]: ಮಂಗಳೂರು ತಾಲೂಕು ದಶ್ ಸ್ಪರ್ಧೆ: [129, 766, 236, 778]
weather-high-label: ಗರಿಷ್ಠ: [403, 92, 409, 97]
ad-phone[interactable]: ಮೊ: 9480077523, 9480077544: [36, 850, 92, 856]
row-label: ಪ್ರಥಮ ದರ್ಜೆ ಸಹಾಯಕ: [299, 698, 335, 705]
dateline: ಮಂಗಳೂರು:: [129, 782, 143, 786]
publisher-name-vijaya: ವಿಜಯ: [14, 14, 49, 31]
cell: 1: [371, 668, 385, 679]
bullet-icon: ▪: [376, 279, 379, 284]
mining-table-wrap: [297, 651, 385, 759]
ai-badge: AI/AI: [281, 653, 290, 658]
dancer-figure: [533, 39, 563, 93]
bullet-icon: ▪: [466, 779, 469, 784]
dateline-place: ಮಂಗಳೂರು: [360, 395, 372, 399]
left-sidebar: [8, 117, 120, 292]
sidebar-story-3-headline[interactable]: ಸರ್ಕಾರಿ ಶಾಲೆಗೆ ಬ್ಯಾಗ್ ಕೊಡುಗೆ: [8, 246, 89, 256]
figure-shape: [216, 674, 226, 690]
cell: 0: [357, 731, 371, 738]
cell: 3: [335, 698, 357, 705]
cell: 7: [335, 679, 357, 686]
infobox-title-line1: ಇಲಾಖೆಗಳಲ್ಲಿ: [235, 716, 263, 724]
mining-body-1: ಜಿಲ್ಲೆಯಲ್ಲಿ ಅಕ್ರಮ ಮರಳುಗಾರಿಕೆ ಮತ್ತು ಕಲ್ಲು ಗಣಿಗಾರಿಕೆ ದಂಧೆ ಎಗ್ಗಿಲ್ಲದೆ ನಡೆಯುತ್ತಿದ್ದರೂ, ಗಣಿ ಮತ್ತು ಭೂವಿಜ್ಞಾನ ಇಲಾಖೆಯಲ್ಲಿ ಸಿಬ್ಬಂದಿ ಕೊರತೆಯಿಂದ ಕಾರ್ಯಾಚರಣೆ ನಡೆಸಲು ಸಾಧ್ಯವಾಗುತ್ತಿಲ್ಲ.: [129, 654, 201, 668]
spiritual-quote: ಶಿಕ್ಷಣ ಕೇವಲ ಉದ್ಯೋಗಕ್ಕಾಗಿ ಅಲ್ಲ, ಅದು ಬದುಕನ್ನು ರೂಪಿಸುವ ಸಾಧನ. ಸಂಸ್ಕಾರಯುತ ಶಿಕ್ಷಣದಿಂದ ಮಾತ್ರ ಉತ್ತಮ ಸಮಾಜ ನಿರ್ಮಾಣ ಸಾಧ್ಯ.: [556, 395, 626, 408]
temple-kicker: ತಿಬರೂರು ನೇಮೋತ್ಸವಕ್ಕೆ ಚಾಲನೆ | ಭಾರಿ ಜನಸಂದಣಿ: [499, 619, 593, 626]
publisher-name-karnataka: ಕರ್ನಾಟಕ: [48, 14, 92, 31]
staffing-infobox: [205, 707, 293, 737]
city-item-mulki[interactable]: ಮೂಲ್ಕಿ: [432, 71, 510, 83]
social-link-label: x.com/vijaykarnataka: [161, 90, 199, 95]
row-four: [8, 766, 626, 867]
pageant-media: [340, 790, 457, 863]
row-label: ವಾಹನ ಚಾಲಕ: [299, 718, 335, 725]
infobox-title-line2: ಸಿಬ್ಬಂದಿ ಗೋಳು: [232, 724, 266, 732]
cell: 1: [335, 661, 357, 668]
sidebar-story-2-body-cont: ಪಂಜಿಮೊಗರು, ಮರೋಳಿ, ಎಕ್ಕೂರು, ಜೋಕಟ್ಟೆ, ತೊಕ್ಕೊಟ್ಟು, ಕೋಟೆಕಾರ್, ಉಳ್ಳಾಲ, ಸೋಮೇಶ್ವರ, ಕೊಣಾಜೆ, ಮುಡಿಪು, ಫರಂಗಿಪೇಟೆ, ಅಡ್ಯಾರ್, ವಾಮಂಜೂರು, ಗುರುಪುರ, ಕೈಕಂಬ, ಮುಲ್ಕಿ ಭಾಗಗಳಲ್ಲಿ ವಿದ್ಯುತ್ ಸರಬರಾಜಿನಲ್ಲಿ ವ್ಯತ್ಯಯವಾಗಲಿದೆ.: [8, 226, 120, 240]
lead-info-box-2-item-2: [377, 272, 454, 280]
pageant-headline[interactable]: ವಿದ್ಯಾ ಸಂಪತ್‌ಗೆ ಗ್ರ್ಯಾಂಡ್ ವಿನ್ನರ್ ಪ್ರಶಸ್ತಿ: [256, 773, 414, 789]
city-item-ullala[interactable]: ಉಳ್ಳಾಲ: [432, 46, 510, 58]
temple-mail: feedback.vkmng@gmail.com: [466, 649, 510, 654]
ad-subtitle: ಕಾರ್, ಕ್ಯಾಟರಿಂಗ್, ಮಂಗಳೂರು: [43, 844, 85, 850]
social-link-label: www.vijaykarnatakaepaper.com: [86, 90, 143, 95]
cmyk-cyan: [532, 829, 537, 834]
spiritual-photo-caption: ಬಿಜೆಎಸ್ ಬೆಳ್ಳಿ ಹಬ್ಬದ ಸಮಾರಂಭದಲ್ಲಿ ಡಾ. ನಿರ್ಮಲಾನಂದನಾಥ ಸ್ವಾಮೀಜಿ ಭಾಗವಹಿಸಿದ್ದರು.: [404, 441, 491, 445]
waste-headline[interactable]: ಮಂಗಳೂರಿನ ಕಸ ನಿರ್ವಹಣೆ ಟೀಕೆ: [466, 766, 568, 778]
right-story-dateline: [466, 156, 626, 160]
divider: [8, 243, 120, 244]
sports-body-2: ವಿಜೇತರಿಗೆ ಬಹುಮಾನ ವಿತರಿಸಲಾಯಿತು. ಕ್ರೀಡಾಪಟುಗಳು ಉತ್ತಮ ಪ್ರದರ್ಶನ ನೀಡಿದರು. ಗಣ್ಯರು ಉಪಸ್ಥಿತರಿದ್ದರು.: [129, 782, 207, 806]
left-sidebar-row3: [8, 620, 120, 759]
row-label: ಹಿರಿಯ ಭೂವಿಜ್ಞಾನಿ (ಗಣಿ ಕಚೇರಿ): [299, 668, 335, 679]
edition-title-kudla: ಕುಡ್ಲ: [280, 33, 347, 85]
spiritual-quote-block: [548, 395, 626, 457]
dateline: ಹರೀಶ್ ಸೂರ್ಯಶ್ರೀ: [132, 650, 152, 655]
dateline: ವಿಕ ಸುದ್ದಿಲೋಕ: [132, 315, 148, 320]
row-label: ಒಟ್ಟು: [299, 731, 335, 738]
temple-infobox: [548, 709, 626, 740]
sidebar-story-3-body: [8, 258, 120, 281]
quarry-field-photo: [205, 651, 293, 699]
cell: 11: [371, 731, 385, 738]
temple-body-3: ಧಾರ್ಮಿಕ ವಿಧಿವಿಧಾನಗಳೊಂದಿಗೆ ನಡೆದ ನೇಮೋತ್ಸವದಲ್ಲಿ ಭಕ್ತಿಪೂರ್ವಕ ವಾತಾವರಣ ನಿರ್ಮಾಣವಾಗಿತ್ತು. ಅನ್ನಸಂತರ್ಪಣೆ ವ್ಯವಸ್ಥೆಯನ್ನೂ ಮಾಡಲಾಗಿತ್ತು.: [548, 742, 626, 756]
lead-info-box-2-header: ಖಾಸಗಿ ಆಸ್ಪತ್ರೆಗೆ ಹೋಲಿಕೆ ಉಚಿತ: [376, 255, 431, 262]
edition-title: [12, 32, 442, 86]
